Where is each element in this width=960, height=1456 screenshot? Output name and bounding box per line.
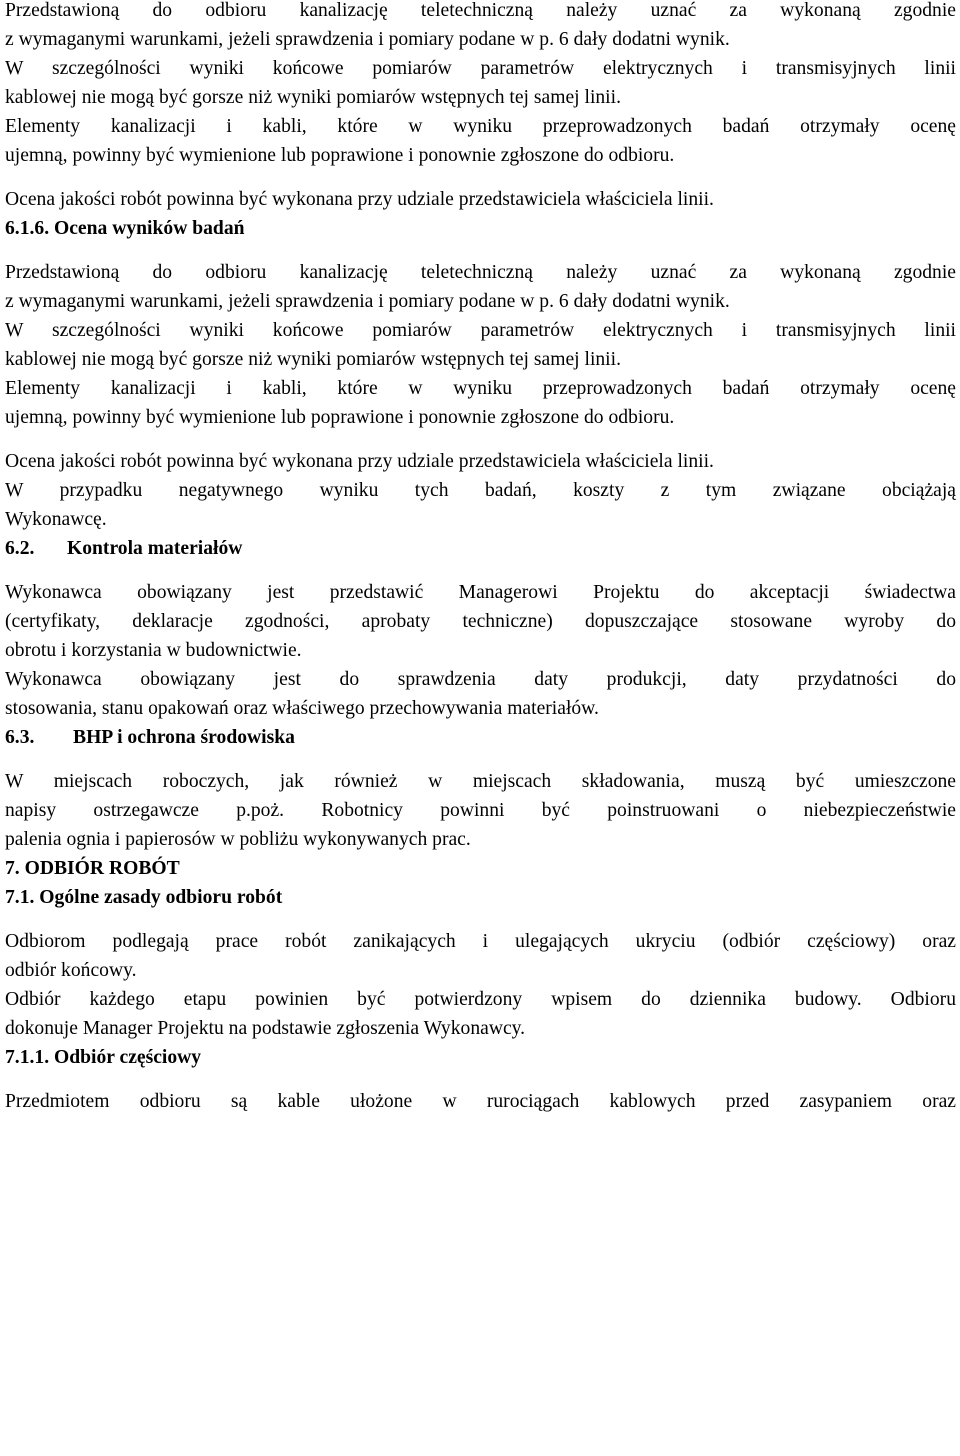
heading-7-1-1: 7.1.1. Odbiór częściowy [5,1047,202,1068]
document-page [5,0,956,1116]
section-title: BHP i ochrona środowiska [73,727,295,748]
text-line: Ocena jakości robót powinna być wykonana przy udziale przedstawiciela właściciela linii. [5,189,714,210]
section-number: 6.2. [5,538,35,559]
text-line: W szczególności wyniki końcowe pomiarów parametrów elektrycznych i transmisyjnych linii [5,58,956,79]
section-71-paragraph-2 [5,985,956,1043]
text-line: Przedmiotem odbioru są kable ułożone w rurociągach kablowych przed zasypaniem oraz [5,1091,956,1112]
text-line: z wymaganymi warunkami, jeżeli sprawdzenia i pomiary podane w p. 6 dały dodatni wynik. [5,291,730,312]
text-line: obrotu i korzystania w budownictwie. [5,640,302,661]
text-line: Przedstawioną do odbioru kanalizację teletechniczną należy uznać za wykonaną zgodnie [5,0,956,21]
text-line: Odbiorom podlegają prace robót zanikających i ulegających ukryciu (odbiór częściowy) oraz [5,931,956,952]
text-line: ujemną, powinny być wymienione lub poprawione i ponownie zgłoszone do odbioru. [5,145,675,166]
heading-7-1: 7.1. Ogólne zasady odbioru robót [5,887,283,908]
text-line: odbiór końcowy. [5,960,137,981]
text-line: W szczególności wyniki końcowe pomiarów parametrów elektrycznych i transmisyjnych linii [5,320,956,341]
text-line: Wykonawcę. [5,509,107,530]
text-line: palenia ognia i papierosów w pobliżu wykonywanych prac. [5,829,471,850]
top-paragraph-1 [5,0,956,54]
heading-6-1-6: 6.1.6. Ocena wyników badań [5,218,245,239]
text-line: kablowej nie mogą być gorsze niż wyniki pomiarów wstępnych tej samej linii. [5,349,621,370]
text-line: Wykonawca obowiązany jest przedstawić Managerowi Projektu do akceptacji świadectwa [5,582,956,603]
text-line: napisy ostrzegawcze p.poż. Robotnicy powinni być poinstruowani o niebezpieczeństwie [5,800,956,821]
section-62-paragraph-1 [5,578,956,665]
text-line: z wymaganymi warunkami, jeżeli sprawdzenia i pomiary podane w p. 6 dały dodatni wynik. [5,29,730,50]
top-paragraph-2 [5,54,956,112]
heading-6-3 [5,723,956,752]
section-62-paragraph-2 [5,665,956,723]
heading-6-2 [5,534,956,563]
section-616-paragraph-5 [5,476,956,534]
section-number: 6.3. [5,727,35,748]
section-616-paragraph-1 [5,258,956,316]
text-line: dokonuje Manager Projektu na podstawie zgłoszenia Wykonawcy. [5,1018,526,1039]
text-line: W przypadku negatywnego wyniku tych badań, koszty z tym związane obciążają [5,480,956,501]
text-line: Odbiór każdego etapu powinien być potwierdzony wpisem do dziennika budowy. Odbioru [5,989,956,1010]
section-63-paragraph-1 [5,767,956,854]
text-line: W miejscach roboczych, jak również w miejscach składowania, muszą być umieszczone [5,771,956,792]
text-line: kablowej nie mogą być gorsze niż wyniki pomiarów wstępnych tej samej linii. [5,87,621,108]
top-paragraph-4 [5,185,956,214]
section-711-paragraph-1 [5,1087,956,1116]
text-line: Ocena jakości robót powinna być wykonana przy udziale przedstawiciela właściciela linii. [5,451,714,472]
section-616-paragraph-3 [5,374,956,432]
text-line: Przedstawioną do odbioru kanalizację teletechniczną należy uznać za wykonaną zgodnie [5,262,956,283]
section-title: Kontrola materiałów [67,538,243,559]
heading-7: 7. ODBIÓR ROBÓT [5,858,180,879]
section-616-paragraph-2 [5,316,956,374]
text-line: (certyfikaty, deklaracje zgodności, aprobaty techniczne) dopuszczające stosowane wyroby do [5,611,956,632]
top-paragraph-3 [5,112,956,170]
section-616-paragraph-4 [5,447,956,476]
text-line: Elementy kanalizacji i kabli, które w wyniku przeprowadzonych badań otrzymały ocenę [5,378,956,399]
text-line: Elementy kanalizacji i kabli, które w wyniku przeprowadzonych badań otrzymały ocenę [5,116,956,137]
text-line: stosowania, stanu opakowań oraz właściwego przechowywania materiałów. [5,698,599,719]
text-line: ujemną, powinny być wymienione lub poprawione i ponownie zgłoszone do odbioru. [5,407,675,428]
text-line: Wykonawca obowiązany jest do sprawdzenia daty produkcji, daty przydatności do [5,669,956,690]
section-71-paragraph-1 [5,927,956,985]
